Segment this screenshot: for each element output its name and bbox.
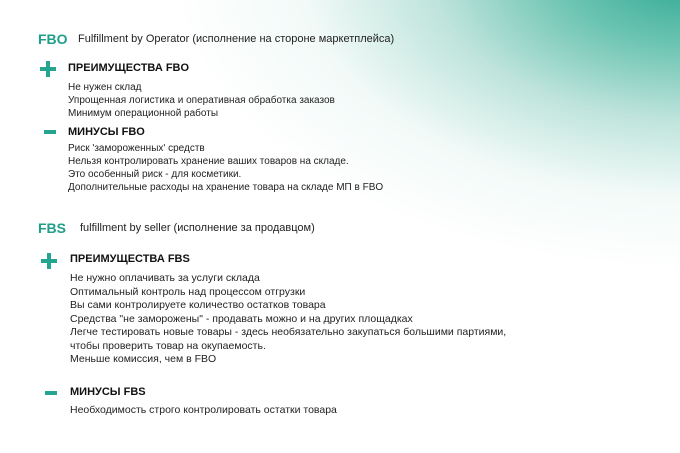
list-item: Не нужно оплачивать за услуги склада (70, 272, 260, 284)
list-item: Дополнительные расходы на хранение товара на складе МП в FBO (68, 182, 384, 193)
list-item: Упрощенная логистика и оперативная обработка заказов (68, 95, 335, 106)
fbs-abbr: FBS (38, 220, 66, 236)
fbo-pros-list (68, 81, 335, 120)
list-item: Оптимальный контроль над процессом отгрузки (70, 285, 306, 298)
list-item: Необходимость строго контролировать остатки товара (70, 404, 337, 416)
list-item: чтобы проверить товар на окупаемость. (70, 339, 266, 352)
fbs-description: fulfillment by seller (исполнение за продавцом) (80, 222, 315, 234)
list-item: Легче тестировать новые товары - здесь необязательно закупаться большими партиями, (70, 326, 507, 338)
fbo-cons-title: МИНУСЫ FBO (68, 126, 145, 138)
list-item: Нельзя контролировать хранение ваших товаров на складе. (68, 156, 349, 167)
fbo-pros-title: ПРЕИМУЩЕСТВА FBO (68, 62, 190, 74)
plus-icon (41, 253, 57, 269)
minus-icon (45, 391, 57, 395)
fbs-cons-list (70, 404, 337, 418)
list-item: Минимум операционной работы (68, 108, 219, 119)
fbs-cons-title: МИНУСЫ FBS (70, 386, 146, 398)
minus-icon (44, 130, 56, 134)
list-item: Риск 'замороженных' средств (68, 143, 205, 154)
list-item: Средства "не заморожены" - продавать можно и на других площадках (70, 312, 413, 325)
list-item: Это особенный риск - для косметики. (68, 169, 242, 180)
fbo-abbr: FBO (38, 31, 68, 47)
list-item: Меньше комиссия, чем в FBO (70, 353, 217, 365)
fbs-pros-list (70, 272, 506, 367)
fbo-description: Fulfillment by Operator (исполнение на стороне маркетплейса) (78, 33, 395, 45)
list-item: Вы сами контролируете количество остатков товара (70, 299, 326, 311)
plus-icon (40, 61, 56, 77)
fbo-cons-list (68, 142, 383, 194)
fbs-pros-title: ПРЕИМУЩЕСТВА FBS (70, 253, 190, 265)
list-item: Не нужен склад (68, 82, 142, 93)
